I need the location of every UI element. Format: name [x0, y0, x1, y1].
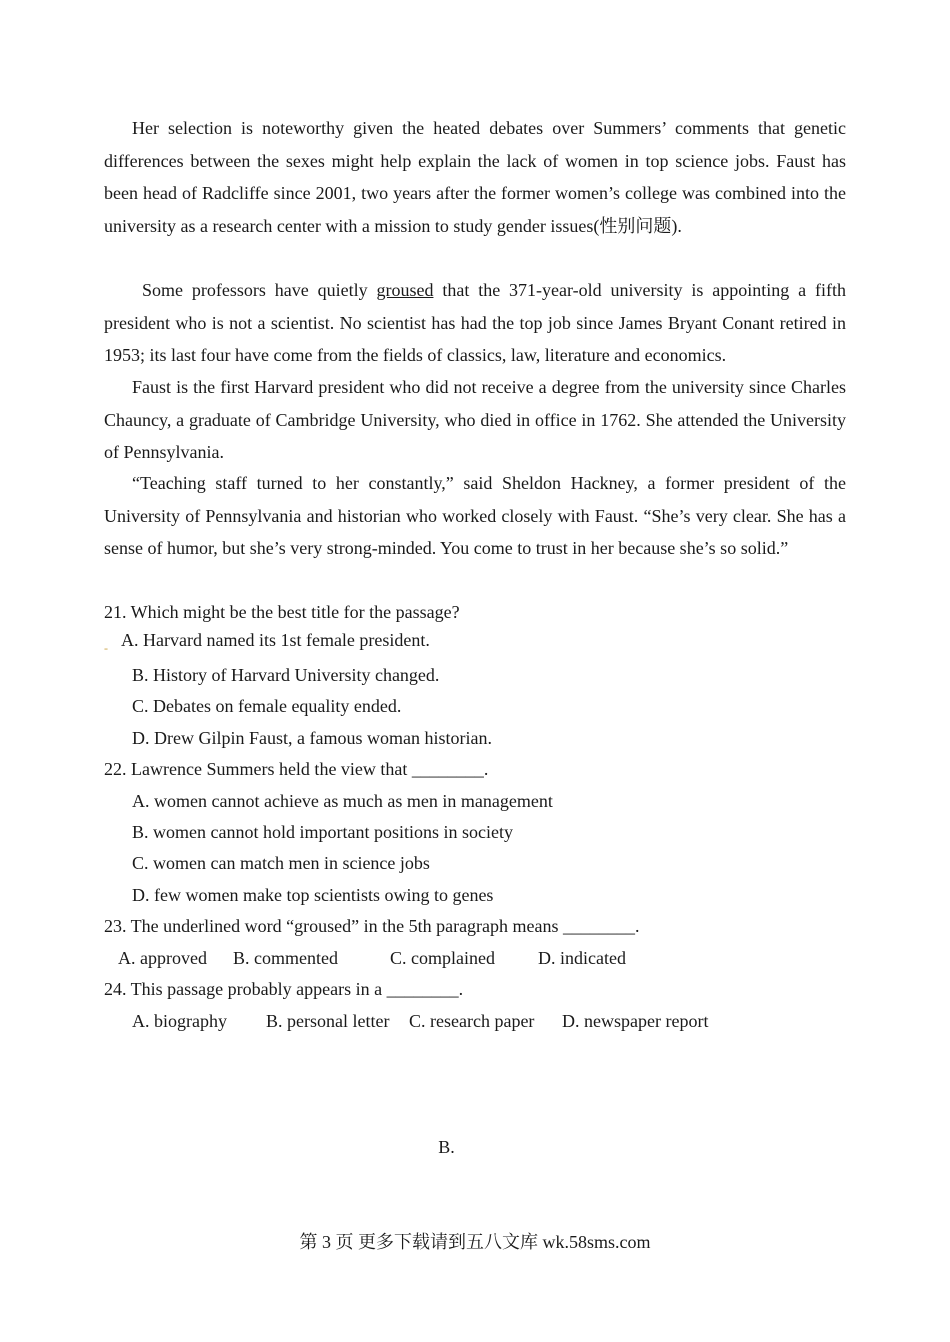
paragraph-first-president: Faust is the first Harvard president who did not receive a degree from the university since Charles Chauncy, a graduate of Cambridge University, who died in office in 1762. She attended the University of Pennsylvania.	[104, 377, 846, 462]
question-23-stem: 23. The underlined word “groused” in the 5th paragraph means ________.	[104, 916, 640, 936]
question-24-stem: 24. This passage probably appears in a ________.	[104, 979, 464, 999]
question-21-marker: -	[104, 641, 108, 655]
question-21-option-c: C. Debates on female equality ended.	[132, 696, 402, 716]
paragraph-selection: Her selection is noteworthy given the heated debates over Summers’ comments that genetic differences between the sexes might help explain the lack of women in top science jobs. Faust has been head of Radcliffe since 2001, two years after the former women’s college was combined into the university as a research center with a mission to study gender issues(性别问题).	[104, 118, 846, 236]
question-22-option-a: A. women cannot achieve as much as men in management	[132, 791, 553, 811]
question-21-option-b: B. History of Harvard University changed.	[132, 665, 440, 685]
question-24-option-c: C. research paper	[409, 1011, 535, 1031]
question-24-option-b: B. personal letter	[266, 1011, 390, 1031]
paragraph-quote: “Teaching staff turned to her constantly,” said Sheldon Hackney, a former president of the University of Pennsylvania and historian who worked closely with Faust. “She’s very clear. She has a sense of humor, but she’s very strong-minded. You come to trust in her because she’s so solid.”	[104, 473, 846, 558]
question-21-option-a: A. Harvard named its 1st female president.	[121, 630, 430, 650]
paragraph-professors-rest: that the 371-year-old university is appointing a fifth president who is not a scientist. No scientist has had the top job since James Bryant Conant retired in 1953; its last four have come from the fields of classics, law, literature and economics.	[104, 280, 846, 365]
question-23-option-a: A. approved	[118, 948, 207, 968]
question-23-option-b: B. commented	[233, 948, 338, 968]
paragraph-professors	[104, 274, 846, 372]
question-22-option-c: C. women can match men in science jobs	[132, 853, 430, 873]
question-22-option-d: D. few women make top scientists owing to genes	[132, 885, 494, 905]
question-24-option-a: A. biography	[132, 1011, 227, 1031]
section-label: B.	[438, 1137, 455, 1157]
question-21-stem: 21. Which might be the best title for the passage?	[104, 602, 460, 622]
page-footer: 第 3 页 更多下载请到五八文库 wk.58sms.com	[299, 1232, 651, 1252]
question-22-stem: 22. Lawrence Summers held the view that ________.	[104, 759, 489, 779]
question-24-option-d: D. newspaper report	[562, 1011, 709, 1031]
question-22-option-b: B. women cannot hold important positions in society	[132, 822, 513, 842]
paragraph-professors-start: Some professors have quietly	[142, 280, 377, 300]
underlined-word-groused: groused	[376, 280, 434, 300]
question-23-option-c: C. complained	[390, 948, 495, 968]
question-23-option-d: D. indicated	[538, 948, 626, 968]
question-21-option-d: D. Drew Gilpin Faust, a famous woman historian.	[132, 728, 492, 748]
